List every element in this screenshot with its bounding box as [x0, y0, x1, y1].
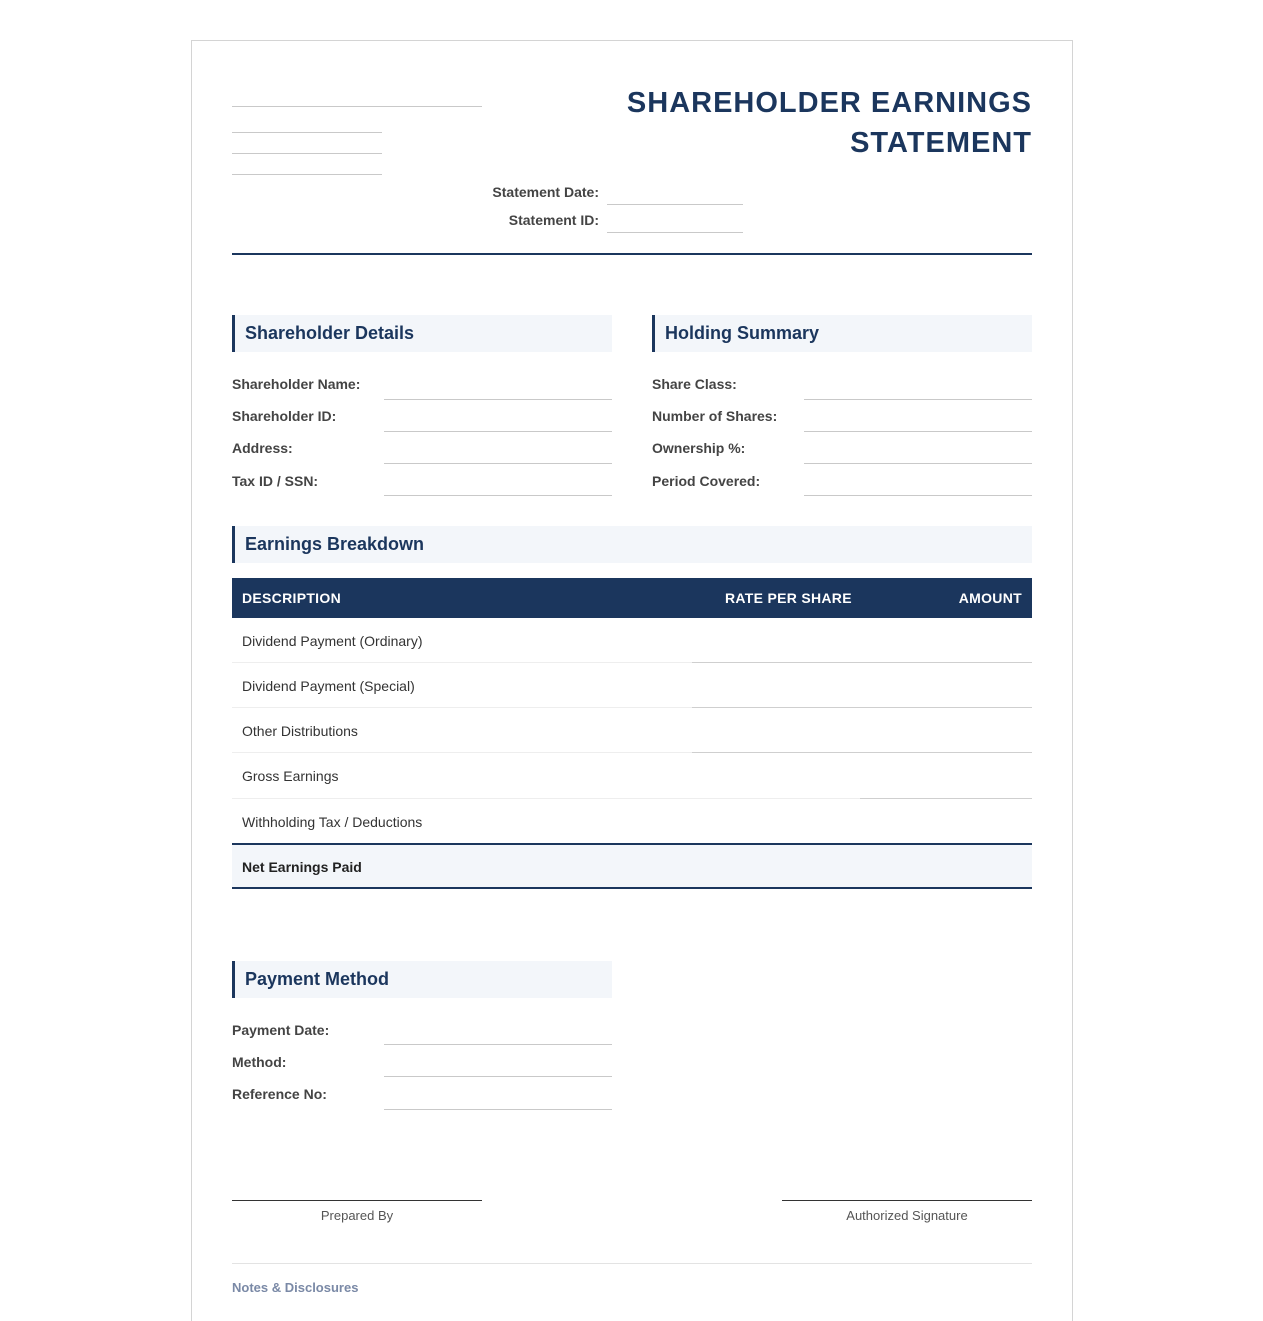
- amount-field-line[interactable]: [692, 752, 1032, 753]
- authorized-signature-line[interactable]: [782, 1200, 1032, 1201]
- shareholder-name-field[interactable]: [384, 399, 612, 400]
- header-divider: [232, 253, 1032, 255]
- row-dividend-special: Dividend Payment (Special): [242, 678, 415, 694]
- company-address-line-1[interactable]: [232, 132, 382, 133]
- payment-date-label: Payment Date:: [232, 1022, 330, 1038]
- row-gross-earnings: Gross Earnings: [242, 768, 339, 784]
- payment-date-field[interactable]: [384, 1044, 612, 1045]
- amount-field-line[interactable]: [860, 798, 1032, 799]
- amount-field-line[interactable]: [692, 707, 1032, 708]
- share-class-field[interactable]: [804, 399, 1032, 400]
- company-name-line[interactable]: [232, 106, 482, 107]
- authorized-signature-label: Authorized Signature: [846, 1208, 968, 1223]
- method-label: Method:: [232, 1054, 287, 1070]
- shareholder-name-label: Shareholder Name:: [232, 376, 361, 392]
- period-covered-field[interactable]: [804, 495, 1032, 496]
- company-address-line-2[interactable]: [232, 153, 382, 154]
- address-field[interactable]: [384, 463, 612, 464]
- reference-no-label: Reference No:: [232, 1086, 327, 1102]
- ownership-label: Ownership %:: [652, 440, 746, 456]
- method-field[interactable]: [384, 1076, 612, 1077]
- shareholder-id-field[interactable]: [384, 431, 612, 432]
- ownership-field[interactable]: [804, 463, 1032, 464]
- company-address-line-3[interactable]: [232, 174, 382, 175]
- shareholder-id-label: Shareholder ID:: [232, 408, 337, 424]
- title-line-2: STATEMENT: [850, 127, 1032, 159]
- document-title: [572, 83, 1032, 163]
- earnings-table-header: [232, 578, 1032, 618]
- tax-id-label: Tax ID / SSN:: [232, 473, 319, 489]
- statement-date-field[interactable]: [607, 204, 743, 205]
- notes-heading: Notes & Disclosures: [232, 1280, 359, 1295]
- row-other-distributions: Other Distributions: [242, 723, 358, 739]
- holding-summary-heading: Holding Summary: [652, 315, 1032, 352]
- prepared-by-signature-line[interactable]: [232, 1200, 482, 1201]
- address-label: Address:: [232, 440, 293, 456]
- shareholder-details-heading: Shareholder Details: [232, 315, 612, 352]
- prepared-by-label: Prepared By: [320, 1208, 394, 1223]
- column-description: DESCRIPTION: [242, 590, 341, 606]
- column-amount: AMOUNT: [958, 590, 1022, 606]
- statement-date-label: Statement Date:: [492, 184, 599, 200]
- reference-no-field[interactable]: [384, 1109, 612, 1110]
- notes-divider: [232, 1263, 1032, 1264]
- statement-id-label: Statement ID:: [508, 212, 599, 228]
- number-of-shares-field[interactable]: [804, 431, 1032, 432]
- statement-id-field[interactable]: [607, 232, 743, 233]
- title-line-1: SHAREHOLDER EARNINGS: [626, 87, 1032, 119]
- earnings-breakdown-heading: Earnings Breakdown: [232, 526, 1032, 563]
- amount-field-line[interactable]: [692, 662, 1032, 663]
- net-earnings-label: Net Earnings Paid: [242, 859, 362, 875]
- column-rate-per-share: RATE PER SHARE: [725, 590, 852, 606]
- statement-page: [191, 40, 1073, 1321]
- tax-id-field[interactable]: [384, 495, 612, 496]
- period-covered-label: Period Covered:: [652, 473, 761, 489]
- row-withholding-tax: Withholding Tax / Deductions: [242, 814, 423, 830]
- row-dividend-ordinary: Dividend Payment (Ordinary): [242, 633, 423, 649]
- payment-method-heading: Payment Method: [232, 961, 612, 998]
- number-of-shares-label: Number of Shares:: [652, 408, 778, 424]
- share-class-label: Share Class:: [652, 376, 737, 392]
- net-earnings-row: [232, 843, 1032, 889]
